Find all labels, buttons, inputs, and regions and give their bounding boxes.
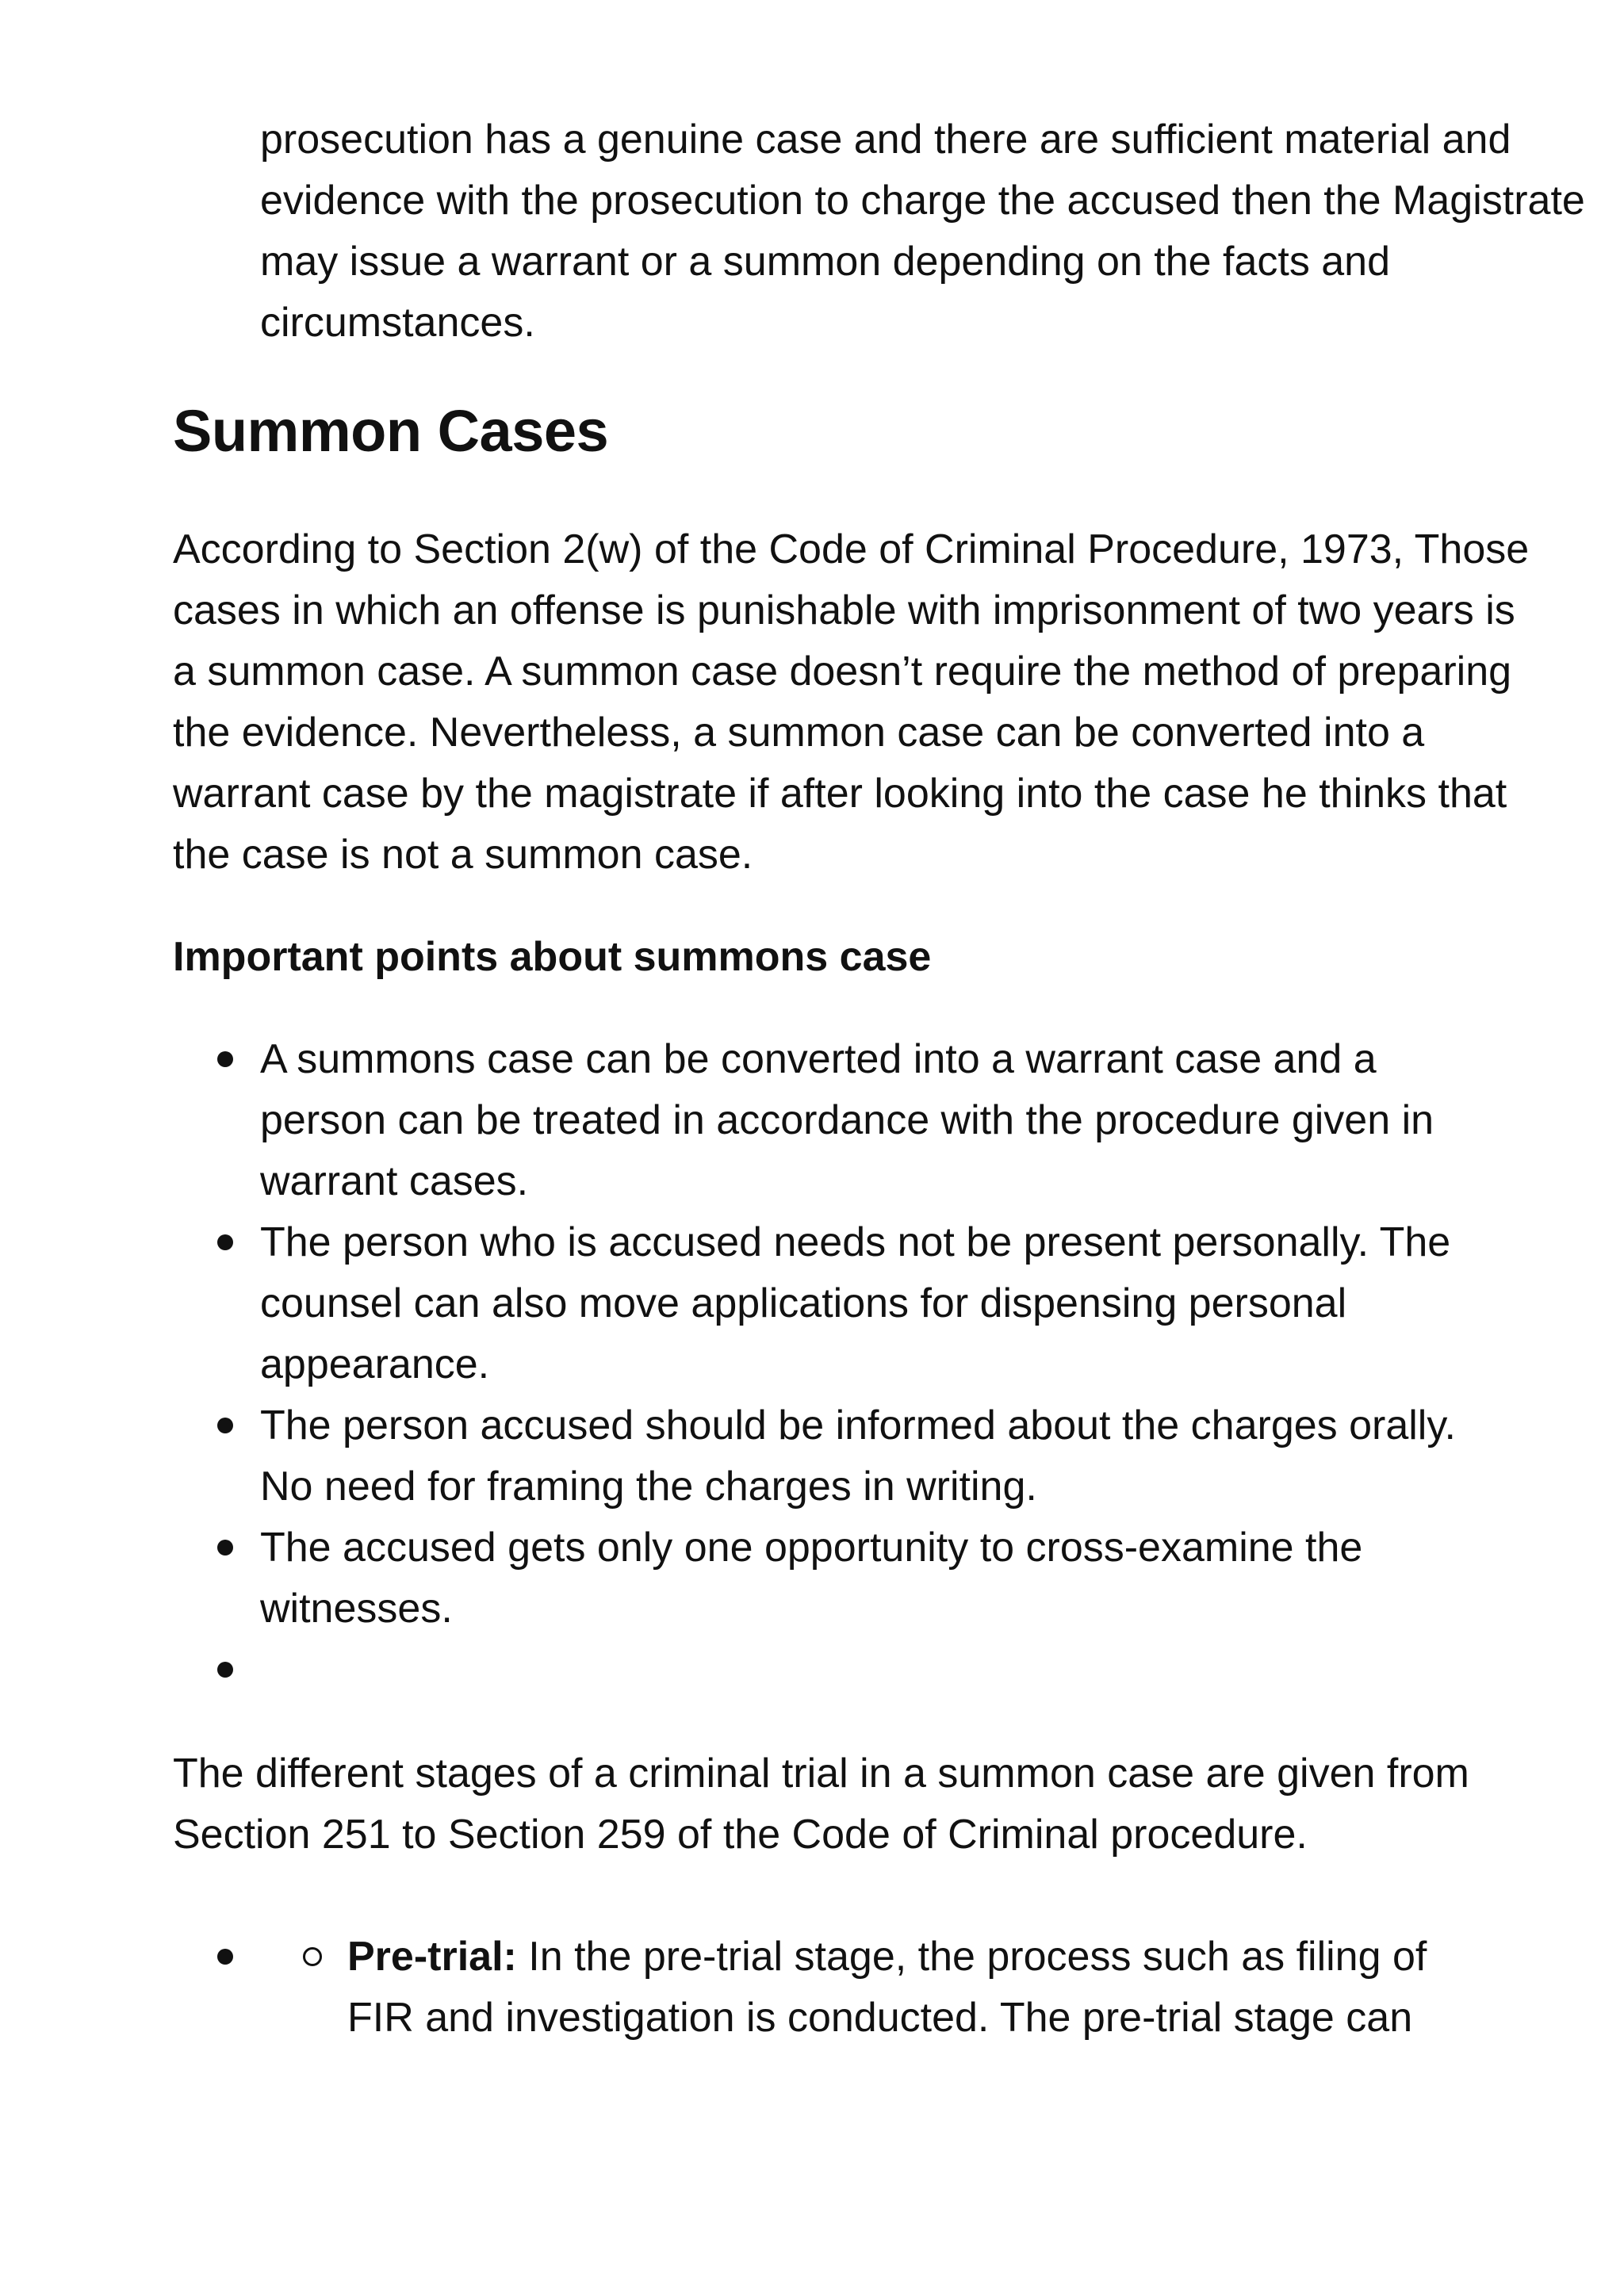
points-list (173, 1029, 1465, 1701)
bullet-icon (217, 1540, 233, 1556)
bullet-icon (217, 1949, 233, 1965)
list-item (173, 1395, 1465, 1517)
list-item-text: The accused gets only one opportunity to cross-examine the witnesses. (260, 1525, 1363, 1632)
bullet-icon (217, 1051, 233, 1067)
stages-list (173, 1927, 1465, 2049)
stages-paragraph: The different stages of a criminal trial in a summon case are given from Section 251 to Section 259 of the Code of Criminal procedure. (173, 1751, 1469, 1858)
intro-paragraph: According to Section 2(w) of the Code of Criminal Procedure, 1973, Those cases in which an offense is punishable with imprisonment of two years is a summon case. A summon case doesn’t require the method of preparing the evidence. Nevertheless, a summon case can be converted into a warrant case by the magistrate if after looking into the case he thinks that the case is not a summon case. (173, 526, 1530, 878)
list-item (173, 1517, 1465, 1640)
bullet-icon (217, 1418, 233, 1433)
list-item (173, 1212, 1465, 1395)
list-item-text: A summons case can be converted into a warrant case and a person can be treated in accordance with the procedure given in warrant cases. (260, 1036, 1434, 1204)
bullet-icon (217, 1662, 233, 1678)
points-heading: Important points about summons case (173, 934, 932, 980)
bullet-icon (217, 1234, 233, 1250)
continued-paragraph: prosecution has a genuine case and there are sufficient material and evidence with the prosecution to charge the accused then the Magistrate may issue a warrant or a summon depending on the facts and circumstances. (260, 117, 1585, 346)
list-item-empty (173, 1640, 1465, 1701)
stage-text: In the pre-trial stage, the process such as filing of FIR and investigation is conducted. The pre-trial stage can (347, 1934, 1427, 2041)
stage-term: Pre-trial: (347, 1934, 517, 1980)
list-item-text: The person accused should be informed about the charges orally. No need for framing the charges in writing. (260, 1402, 1456, 1510)
list-item-text: The person who is accused needs not be present personally. The counsel can also move applications for dispensing personal appearance. (260, 1219, 1451, 1387)
hollow-bullet-icon (303, 1947, 322, 1966)
stages-sub-list (260, 1927, 1465, 2049)
sub-list-item (260, 1927, 1465, 2049)
list-item (173, 1029, 1465, 1212)
list-item (173, 1927, 1465, 2049)
section-title: Summon Cases (173, 398, 609, 464)
